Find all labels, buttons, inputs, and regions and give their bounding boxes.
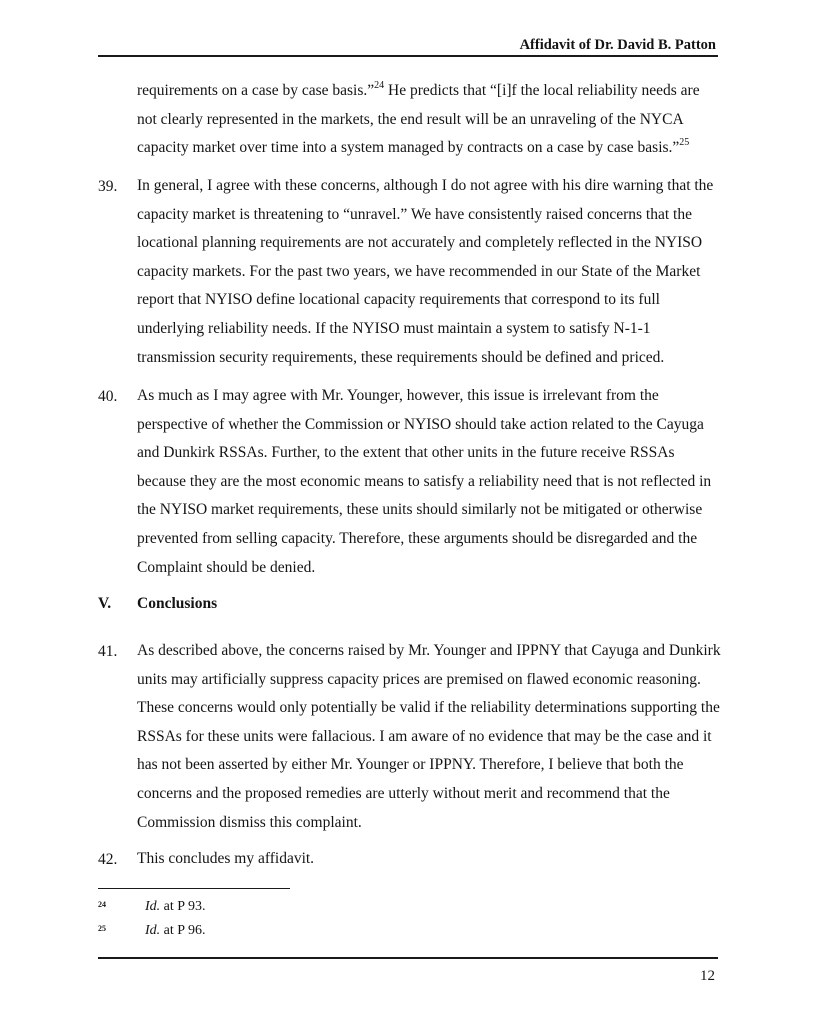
footnote-24-text: at P 93. bbox=[160, 899, 206, 914]
continued-text-b: He predicts that “[i]f the local reliability needs are not clearly represented in the markets, the end result will be an unraveling of the NYCA capacity market over time into a system managed by contracts on a case by case basis.” bbox=[137, 82, 700, 157]
page-number: 12 bbox=[700, 968, 715, 984]
running-header: Affidavit of Dr. David B. Patton bbox=[519, 37, 716, 53]
footnote-ref-25: 25 bbox=[679, 137, 690, 149]
footnote-24 bbox=[145, 899, 206, 915]
footnote-separator bbox=[98, 888, 290, 889]
footnote-25 bbox=[145, 923, 206, 939]
continued-text-a: requirements on a case by case basis.” bbox=[137, 82, 375, 99]
paragraph-40: As much as I may agree with Mr. Younger, however, this issue is irrelevant from the perspective of whether the Commission or NYISO should take action related to the Cayuga and Dunkirk RSSAs. Further, to the extent that other units in the future receive RSSAs because they are the most economic means to satisfy a reliability need that is not reflected in the NYISO market requirements, these units should similarly not be mitigated or otherwise prevented from selling capacity. Therefore, these arguments should be disregarded and the Complaint should be denied. bbox=[137, 387, 712, 576]
paragraph-number-39: 39. bbox=[98, 178, 118, 195]
footnote-24-cite: Id. bbox=[145, 899, 161, 914]
footnote-number-25: 25 bbox=[98, 924, 106, 933]
footnote-25-text: at P 96. bbox=[160, 923, 206, 938]
paragraph-41: As described above, the concerns raised by Mr. Younger and IPPNY that Cayuga and Dunkirk units may artificially suppress capacity prices are premised on flawed economic reasoning. These concerns would only potentially be valid if the reliability determinations supporting the RSSAs for these units were fallacious. I am aware of no evidence that may be the case and it has not been asserted by either Mr. Younger or IPPNY. Therefore, I believe that both the concerns and the proposed remedies are utterly without merit and recommend that the Commission dismiss this complaint. bbox=[137, 642, 721, 831]
section-number: V. bbox=[98, 595, 112, 612]
paragraph-42: This concludes my affidavit. bbox=[137, 850, 315, 867]
footnote-25-cite: Id. bbox=[145, 923, 161, 938]
header-rule bbox=[98, 55, 718, 57]
footnote-ref-24: 24 bbox=[374, 80, 385, 91]
continued-paragraph bbox=[137, 77, 722, 163]
paragraph-39: In general, I agree with these concerns, although I do not agree with his dire warning that the capacity market is threatening to “unravel.” We have consistently raised concerns that the locational planning requirements are not accurately and completely reflected in the NYISO capacity markets. For the past two years, we have recommended in our State of the Market report that NYISO define locational capacity requirements that correspond to its full underlying reliability needs. If the NYISO must maintain a system to satisfy N-1-1 transmission security requirements, these requirements should be defined and priced. bbox=[137, 177, 714, 366]
footer-rule bbox=[98, 957, 718, 959]
paragraph-number-40: 40. bbox=[98, 388, 118, 405]
footnote-number-24: 24 bbox=[98, 900, 106, 909]
paragraph-number-41: 41. bbox=[98, 643, 118, 660]
section-title: Conclusions bbox=[137, 595, 218, 612]
paragraph-number-42: 42. bbox=[98, 851, 118, 868]
